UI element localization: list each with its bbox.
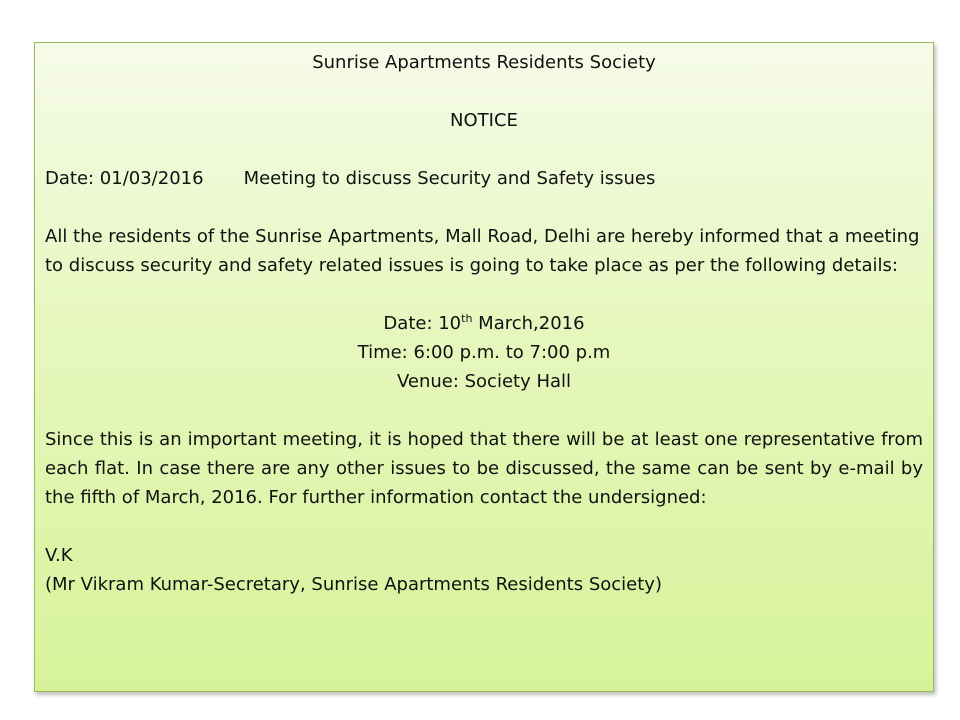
intro-paragraph: All the residents of the Sunrise Apartments, Mall Road, Delhi are hereby informed that a meeting to discuss security and safety related issues is going to take place as per the following details: [45, 226, 920, 276]
spacer [45, 135, 923, 164]
signature-initials: V.K [45, 545, 73, 566]
signature-full: (Mr Vikram Kumar-Secretary, Sunrise Apartments Residents Society) [45, 574, 662, 595]
meeting-date [45, 309, 923, 338]
spacer [45, 280, 923, 309]
meeting-date-sup: th [461, 312, 473, 325]
spacer [45, 396, 923, 425]
closing-paragraph: Since this is an important meeting, it is hoped that there will be at least one representative from each flat. In case there are any other issues to be discussed, the same can be sent by e-mail by the fifth of March, 2016. For further information contact the undersigned: [45, 429, 923, 508]
notice-date: Date: 01/03/2016 [45, 168, 204, 189]
date-subject-line [45, 164, 923, 193]
meeting-date-suffix: March,2016 [472, 313, 585, 334]
notice-heading: NOTICE [450, 110, 518, 131]
notice-subject: Meeting to discuss Security and Safety issues [243, 168, 656, 189]
society-name: Sunrise Apartments Residents Society [312, 52, 656, 73]
notice-box [34, 42, 934, 692]
spacer [45, 512, 923, 541]
meeting-venue: Venue: Society Hall [396, 371, 572, 392]
meeting-time: Time: 6:00 p.m. to 7:00 p.m [357, 342, 611, 363]
meeting-date-prefix: Date: 10 [383, 313, 462, 334]
spacer [45, 193, 923, 222]
spacer [45, 77, 923, 106]
